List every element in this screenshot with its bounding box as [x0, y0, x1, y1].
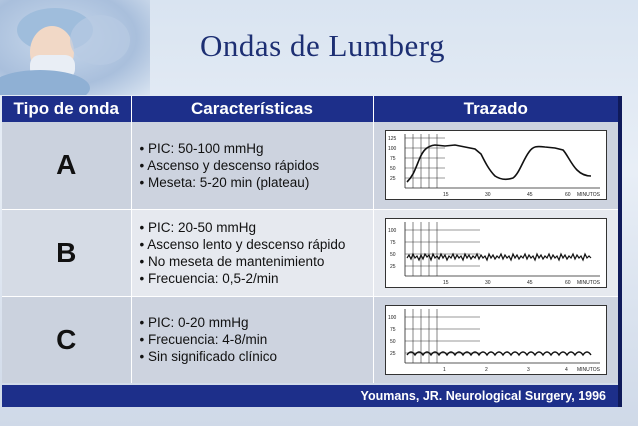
- wave-type-label: A: [2, 122, 131, 209]
- x-axis-unit: MINUTOS: [576, 366, 600, 373]
- wave-features: [131, 296, 373, 383]
- feature-item: • PIC: 20-50 mmHg: [140, 219, 373, 236]
- feature-item: • Ascenso y descenso rápidos: [140, 157, 373, 174]
- y-tick-label: 100: [387, 227, 397, 234]
- table-shadow-edge: [618, 96, 622, 407]
- header-photo-surgeon: [0, 0, 150, 95]
- x-tick-label: 2: [484, 366, 488, 373]
- x-tick-label: 15: [442, 279, 449, 286]
- column-header-type: Tipo de onda: [2, 96, 131, 122]
- column-header-trace: Trazado: [373, 96, 618, 122]
- feature-item: • Frecuencia: 4-8/min: [140, 331, 373, 348]
- feature-item: • Frecuencia: 0,5-2/min: [140, 270, 373, 287]
- feature-item: • Meseta: 5-20 min (plateau): [140, 174, 373, 191]
- y-tick-label: 100: [387, 314, 397, 321]
- waves-table: [2, 96, 618, 383]
- table-row: [2, 296, 618, 383]
- feature-item: • PIC: 50-100 mmHg: [140, 140, 373, 157]
- x-tick-label: 60: [564, 279, 571, 286]
- trace-graph-b: [385, 218, 607, 288]
- wave-features: [131, 209, 373, 296]
- y-tick-label: 75: [389, 156, 396, 163]
- wave-trace-b: [373, 209, 618, 296]
- feature-item: • PIC: 0-20 mmHg: [140, 314, 373, 331]
- y-tick-label: 75: [389, 239, 396, 246]
- trace-graph-a: [385, 130, 607, 200]
- feature-item: • Sin significado clínico: [140, 348, 373, 365]
- y-tick-label: 75: [389, 326, 396, 333]
- y-tick-label: 25: [389, 350, 396, 357]
- page-title: Ondas de Lumberg: [200, 28, 446, 63]
- y-tick-label: 25: [389, 263, 396, 270]
- feature-item: • Ascenso lento y descenso rápido: [140, 236, 373, 253]
- y-tick-label: 125: [387, 136, 397, 143]
- x-tick-label: 30: [484, 192, 491, 199]
- wave-trace-a: [373, 122, 618, 209]
- x-axis-unit: MINUTOS: [576, 279, 600, 286]
- y-tick-label: 50: [389, 166, 396, 173]
- x-tick-label: 3: [526, 366, 530, 373]
- wave-type-label: C: [2, 296, 131, 383]
- x-tick-label: 1: [442, 366, 446, 373]
- wave-trace-c: [373, 296, 618, 383]
- column-header-features: Características: [131, 96, 373, 122]
- y-tick-label: 100: [387, 146, 397, 153]
- source-citation: Youmans, JR. Neurological Surgery, 1996: [2, 385, 618, 407]
- wave-type-label: B: [2, 209, 131, 296]
- x-tick-label: 4: [564, 366, 568, 373]
- x-tick-label: 15: [442, 192, 449, 199]
- x-tick-label: 45: [526, 192, 533, 199]
- x-tick-label: 30: [484, 279, 491, 286]
- y-tick-label: 50: [389, 251, 396, 258]
- y-tick-label: 25: [389, 176, 396, 183]
- trace-graph-c: [385, 305, 607, 375]
- wave-features: [131, 122, 373, 209]
- table-row: [2, 209, 618, 296]
- y-tick-label: 50: [389, 338, 396, 345]
- x-axis-unit: MINUTOS: [576, 192, 600, 199]
- x-tick-label: 45: [526, 279, 533, 286]
- table-row: [2, 122, 618, 209]
- x-tick-label: 60: [564, 192, 571, 199]
- feature-item: • No meseta de mantenimiento: [140, 253, 373, 270]
